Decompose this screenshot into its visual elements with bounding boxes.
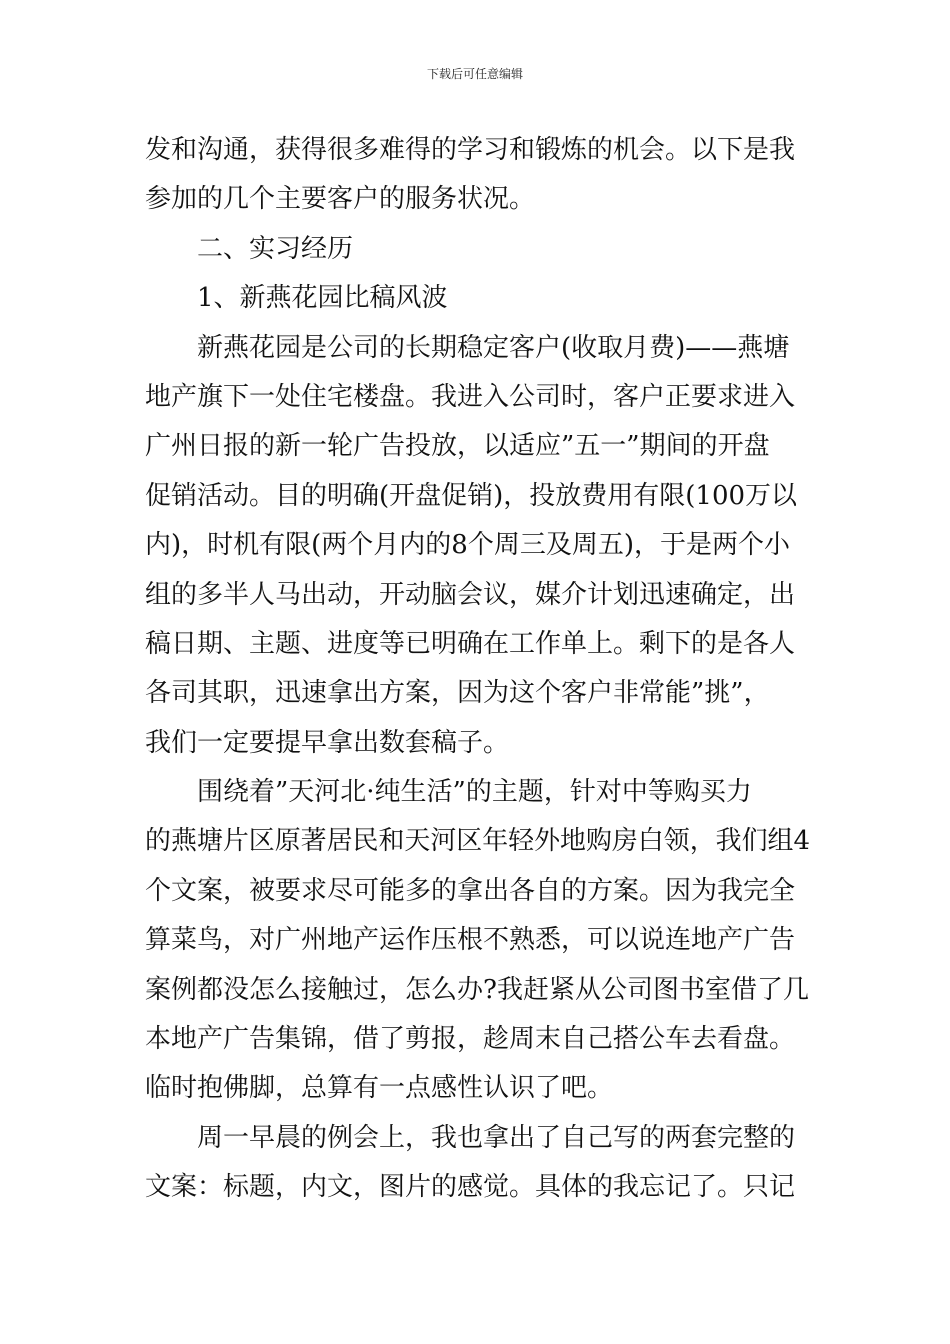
- text-line: 新燕花园是公司的长期稳定客户(收取月费)——燕塘: [197, 332, 790, 363]
- text-line: 我们一定要提早拿出数套稿子。: [145, 727, 510, 758]
- text-line: 临时抱佛脚，总算有一点感性认识了吧。: [145, 1073, 614, 1104]
- text-line: 各司其职，迅速拿出方案，因为这个客户非常能”挑”，: [145, 678, 770, 709]
- text-line: 二、实习经历: [197, 233, 354, 264]
- text-line: 稿日期、主题、进度等已明确在工作单上。剩下的是各人: [145, 628, 796, 659]
- text-line: 促销活动。目的明确(开盘促销)，投放费用有限(100万以: [145, 480, 798, 511]
- page-header: [0, 66, 950, 82]
- header-text: 下载后可任意编辑: [426, 67, 523, 81]
- text-line: 个文案，被要求尽可能多的拿出各自的方案。因为我完全: [145, 875, 796, 906]
- text-line: 1、新燕花园比稿风波: [197, 283, 448, 314]
- text-line: 广州日报的新一轮广告投放，以适应”五一”期间的开盘: [145, 431, 770, 462]
- text-line: 案例都没怎么接触过，怎么办?我赶紧从公司图书室借了几: [145, 974, 809, 1005]
- text-line: 内)，时机有限(两个月内的8个周三及周五)，于是两个小: [145, 530, 790, 561]
- text-line: 的燕塘片区原著居民和天河区年轻外地购房白领，我们组4: [145, 826, 810, 857]
- text-line: 算菜鸟，对广州地产运作压根不熟悉，可以说连地产广告: [145, 925, 796, 956]
- text-line: 发和沟通，获得很多难得的学习和锻炼的机会。以下是我: [145, 135, 796, 165]
- document-body: [145, 126, 810, 1213]
- text-line: 组的多半人马出动，开动脑会议，媒介计划迅速确定，出: [145, 579, 796, 610]
- text-line: 周一早晨的例会上，我也拿出了自己写的两套完整的: [197, 1122, 796, 1153]
- text-line: 参加的几个主要客户的服务状况。: [145, 184, 536, 215]
- text-line: 本地产广告集锦，借了剪报，趁周末自己搭公车去看盘。: [145, 1024, 796, 1055]
- text-line: 地产旗下一处住宅楼盘。我进入公司时，客户正要求进入: [145, 381, 796, 412]
- text-line: 围绕着”天河北·纯生活”的主题，针对中等购买力: [197, 777, 752, 808]
- text-line: 文案：标题，内文，图片的感觉。具体的我忘记了。只记: [145, 1172, 796, 1203]
